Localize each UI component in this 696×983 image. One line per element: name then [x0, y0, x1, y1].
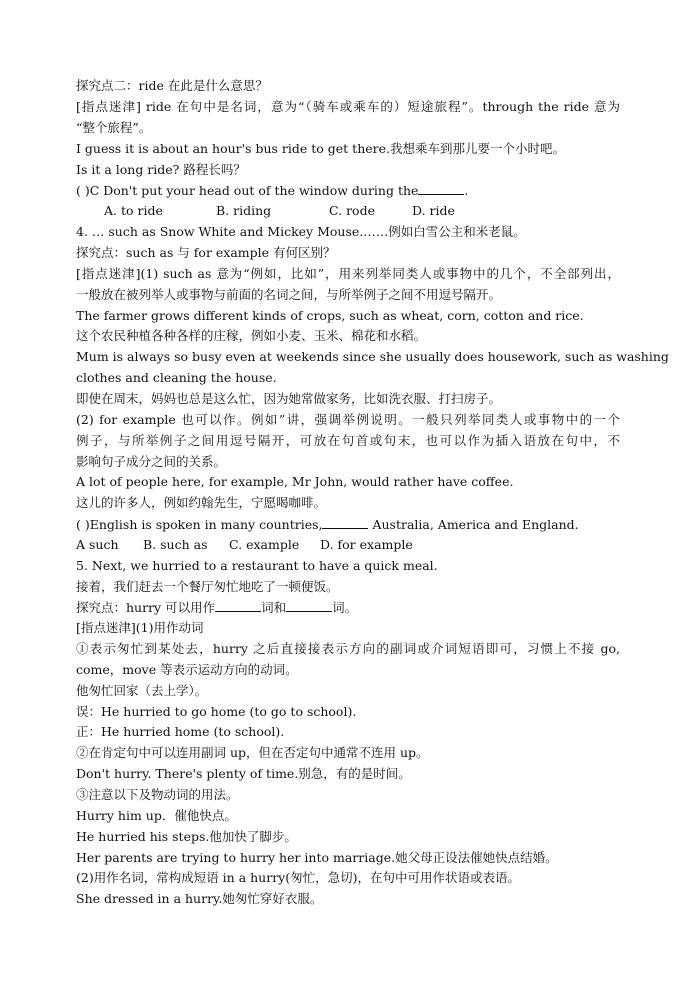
- answer-blank[interactable]: [215, 597, 261, 612]
- text-line: 4. … such as Snow White and Mickey Mouse.……例如白雪公主和米老鼠。: [76, 224, 526, 239]
- text-line: 即使在周末，妈妈也总是这么忙，因为她常做家务，比如洗衣服、打扫房子。: [76, 391, 502, 406]
- text-line: 影响句子成分之间的关系。: [76, 454, 227, 469]
- text-line: 这儿的许多人，例如约翰先生，宁愿喝咖啡。: [76, 495, 327, 510]
- text-line: ①表示匆忙到某处去，hurry 之后直接接表示方向的副词或介词短语即可，习惯上不接 go,: [76, 641, 620, 656]
- text-line: “整个旅程”。: [76, 120, 152, 135]
- text-line: She dressed in a hurry.她匆忙穿好衣服。: [76, 891, 323, 906]
- exercise-question-1: [76, 180, 468, 201]
- text-line: I guess it is about an hour's bus ride to get there.我想乘车到那儿要一个小时吧。: [76, 141, 565, 156]
- text-line: [指点迷津] ride 在句中是名词，意为“（骑车或乘车的）短途旅程”。through the ride 意为: [76, 99, 620, 114]
- answer-blank[interactable]: [418, 180, 464, 195]
- text-line: 例子，与所举例子之间用逗号隔开，可放在句首或句末，也可以作为插入语放在句中，不: [76, 433, 620, 448]
- text-line: ③注意以下及物动词的用法。: [76, 787, 239, 802]
- text-line: clothes and cleaning the house.: [76, 370, 277, 385]
- hurry-question: 探究点：hurry 可以用作 词和 词。: [76, 597, 357, 618]
- text-line: Mum is always so busy even at weekends since she usually does housework, such as washing: [76, 349, 669, 364]
- text-line: 5. Next, we hurried to a restaurant to have a quick meal.: [76, 558, 438, 573]
- option-a: A. to ride: [104, 203, 163, 218]
- text-line: ②在肯定句中可以连用副词 up，但在否定句中通常不连用 up。: [76, 745, 429, 760]
- text-line: Don't hurry. There's plenty of time.别急，有的是时间。: [76, 766, 411, 781]
- option-b: B. riding: [216, 203, 272, 218]
- question-suffix: .: [464, 183, 469, 198]
- text-line: 探究点二：ride 在此是什么意思？: [76, 78, 268, 93]
- text-line: He hurried his steps.他加快了脚步。: [76, 829, 297, 844]
- question-text: ( )C Don't put your head out of the window during the: [76, 183, 419, 198]
- question-text: ( )English is spoken in many countries,: [76, 517, 323, 532]
- text-line: (2) for example 也可以作。例如”讲，强调举例说明。一般只列举同类人或事物中的一个: [76, 412, 620, 427]
- text-line: A lot of people here, for example, Mr John, would rather have coffee.: [76, 474, 514, 489]
- option-c: C. rode: [329, 203, 375, 218]
- answer-blank[interactable]: [286, 597, 332, 612]
- text-line: 正：He hurried home (to school).: [76, 724, 285, 739]
- option-b: B. such as: [143, 537, 208, 552]
- text-line: (2)用作名词，常构成短语 in a hurry(匆忙，急切)，在句中可用作状语或表语。: [76, 870, 520, 885]
- text-line: 这个农民种植各种各样的庄稼，例如小麦、玉米、棉花和水稻。: [76, 328, 427, 343]
- text-line: Hurry him up．催他快点。: [76, 808, 237, 823]
- text-line: 一般放在被列举人或事物与前面的名词之间，与所举例子之间不用逗号隔开。: [76, 287, 502, 302]
- exercise-question-2: [76, 514, 579, 535]
- text-line: come，move 等表示运动方向的动词。: [76, 662, 298, 677]
- option-d: D. for example: [320, 537, 413, 552]
- text-line: [指点迷津](1)用作动词: [76, 620, 204, 635]
- text-line: Her parents are trying to hurry her into marriage.她父母正设法催她快点结婚。: [76, 850, 558, 865]
- text-line: Is it a long ride? 路程长吗？: [76, 162, 246, 177]
- text-line: [指点迷津](1) such as 意为“例如，比如”，用来列举同类人或事物中的几个，不全部列出，: [76, 266, 620, 281]
- text-line: 误：He hurried to go home (to go to school).: [76, 704, 357, 719]
- option-a: A such: [76, 537, 119, 552]
- text-line: 探究点：such as 与 for example 有何区别？: [76, 245, 336, 260]
- question-suffix: Australia, America and England.: [368, 517, 579, 532]
- text-line: 他匆忙回家（去上学）。: [76, 683, 208, 698]
- text-line: 接着，我们赶去一个餐厅匆忙地吃了一顿便饭。: [76, 579, 339, 594]
- option-d: D. ride: [412, 203, 455, 218]
- answer-blank[interactable]: [322, 514, 368, 529]
- text-line: The farmer grows different kinds of crops, such as wheat, corn, cotton and rice.: [76, 308, 584, 323]
- option-c: C. example: [229, 537, 300, 552]
